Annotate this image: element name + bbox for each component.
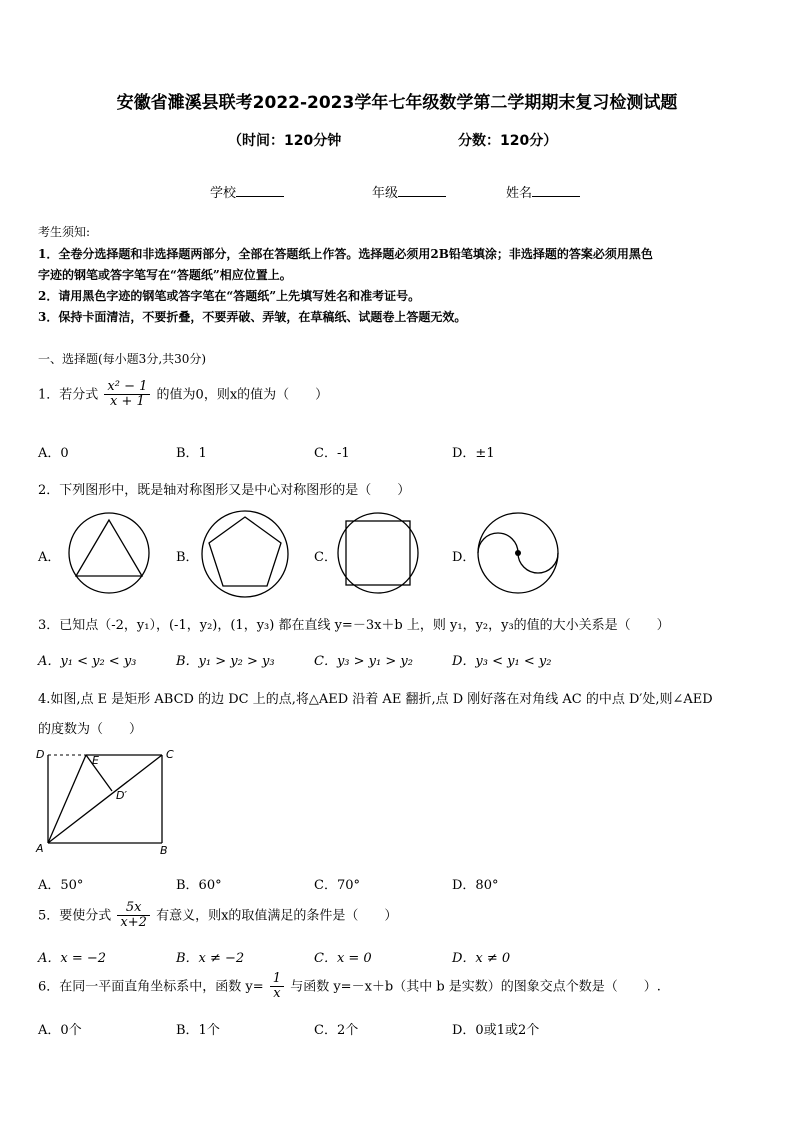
grade-blank[interactable] [398, 184, 446, 197]
question-6 [38, 972, 661, 1002]
grade-field[interactable] [372, 182, 446, 201]
q1-pre: 1．若分式 [38, 387, 99, 403]
q4-option-b[interactable]: B．60° [176, 878, 222, 893]
q1-option-d[interactable]: D．±1 [452, 446, 495, 461]
q5-fraction [117, 901, 150, 931]
q4-option-a[interactable]: A．50° [38, 878, 84, 893]
q6-fraction [270, 972, 284, 1002]
q1-denominator: x + 1 [110, 394, 145, 410]
label-e: E [92, 754, 99, 767]
school-blank[interactable] [236, 184, 284, 197]
question-2: 2．下列图形中，既是轴对称图形又是中心对称图形的是（ ） [38, 483, 411, 498]
q6-option-a[interactable]: A．0个 [38, 1023, 82, 1038]
grade-label: 年级 [372, 186, 399, 201]
school-field[interactable] [210, 182, 284, 201]
q4-option-c[interactable]: C．70° [314, 878, 360, 893]
rectangle-abcd-diagram [32, 745, 192, 860]
q6-numerator: 1 [270, 972, 284, 987]
q3-option-c[interactable]: C．y₃ > y₁ > y₂ [314, 654, 413, 669]
q2-option-c[interactable]: C． [314, 550, 337, 565]
question-4-line-2: 的度数为（ ） [38, 722, 143, 737]
school-label: 学校 [210, 186, 237, 201]
question-3: 3．已知点（-2，y₁），(-1，y₂)，(1，y₃) 都在直线 y=－3x＋b 上，则 y₁，y₂，y₃的值的大小关系是（ ） [38, 618, 670, 633]
section-heading: 一、选择题(每小题3分,共30分) [38, 352, 207, 366]
notice-line-1: 1．全卷分选择题和非选择题两部分，全部在答题纸上作答。选择题必须用2B铅笔填涂；非选择题的答案必须用黑色 [38, 247, 653, 261]
q1-fraction [104, 380, 150, 410]
circle-triangle-figure [66, 510, 152, 596]
q2-option-b[interactable]: B． [176, 550, 199, 565]
q6-option-c[interactable]: C．2个 [314, 1023, 359, 1038]
q5-numerator: 5x [117, 901, 150, 916]
q5-pre: 5．要使分式 [38, 908, 112, 924]
q3-option-d[interactable]: D．y₃ < y₁ < y₂ [452, 654, 552, 669]
question-5 [38, 901, 397, 931]
q6-option-d[interactable]: D．0或1或2个 [452, 1023, 540, 1038]
name-blank[interactable] [532, 184, 580, 197]
q5-option-c[interactable]: C．x = 0 [314, 951, 372, 966]
q5-denominator: x+2 [120, 915, 147, 931]
q1-option-b[interactable]: B．1 [176, 446, 207, 461]
q2-option-d[interactable]: D． [452, 550, 476, 565]
q6-option-b[interactable]: B．1个 [176, 1023, 220, 1038]
label-b: B [160, 844, 168, 857]
q3-option-b[interactable]: B．y₁ > y₂ > y₃ [176, 654, 275, 669]
name-label: 姓名 [506, 186, 533, 201]
notice-heading: 考生须知: [38, 225, 91, 239]
q2-option-a[interactable]: A． [38, 550, 61, 565]
notice-line-4: 3．保持卡面清洁，不要折叠，不要弄破、弄皱，在草稿纸、试题卷上答题无效。 [38, 310, 467, 324]
circle-square-figure [335, 510, 421, 596]
q3-option-a[interactable]: A．y₁ < y₂ < y₃ [38, 654, 137, 669]
q6-post: 与函数 y=－x＋b（其中 b 是实数）的图象交点个数是（ ）. [290, 979, 661, 995]
label-c: C [166, 748, 174, 761]
notice-line-2: 字迹的钢笔或答字笔写在“答题纸”相应位置上。 [38, 268, 292, 282]
q1-post: 的值为0，则x的值为（ ） [156, 387, 329, 403]
score-label: 分数：120分） [458, 133, 558, 149]
label-d-prime: D′ [116, 789, 127, 802]
q4-option-d[interactable]: D．80° [452, 878, 499, 893]
question-4-line-1: 4.如图,点 E 是矩形 ABCD 的边 DC 上的点,将△AED 沿着 AE 翻折,点 D 刚好落在对角线 AC 的中点 D′处,则∠AED [38, 692, 713, 707]
page-title: 安徽省濉溪县联考2022-2023学年七年级数学第二学期期末复习检测试题 [116, 93, 678, 113]
q5-option-a[interactable]: A．x = −2 [38, 951, 107, 966]
notice-line-3: 2．请用黑色字迹的钢笔或答字笔在“答题纸”上先填写姓名和准考证号。 [38, 289, 421, 303]
q6-denominator: x [273, 986, 281, 1002]
q1-option-a[interactable]: A．0 [38, 446, 69, 461]
q6-pre: 6．在同一平面直角坐标系中，函数 y= [38, 979, 264, 995]
time-label: （时间：120分钟 [228, 133, 342, 149]
circle-pentagon-figure [199, 508, 291, 600]
name-field[interactable] [506, 182, 580, 201]
q5-post: 有意义，则x的取值满足的条件是（ ） [156, 908, 398, 924]
question-1 [38, 380, 328, 410]
q1-option-c[interactable]: C．-1 [314, 446, 350, 461]
label-a: A [36, 842, 44, 855]
q5-option-b[interactable]: B．x ≠ −2 [176, 951, 245, 966]
q1-numerator: x² − 1 [104, 380, 150, 395]
q5-option-d[interactable]: D．x ≠ 0 [452, 951, 511, 966]
label-d: D [36, 748, 45, 761]
circle-yin-yang-figure [475, 510, 561, 596]
